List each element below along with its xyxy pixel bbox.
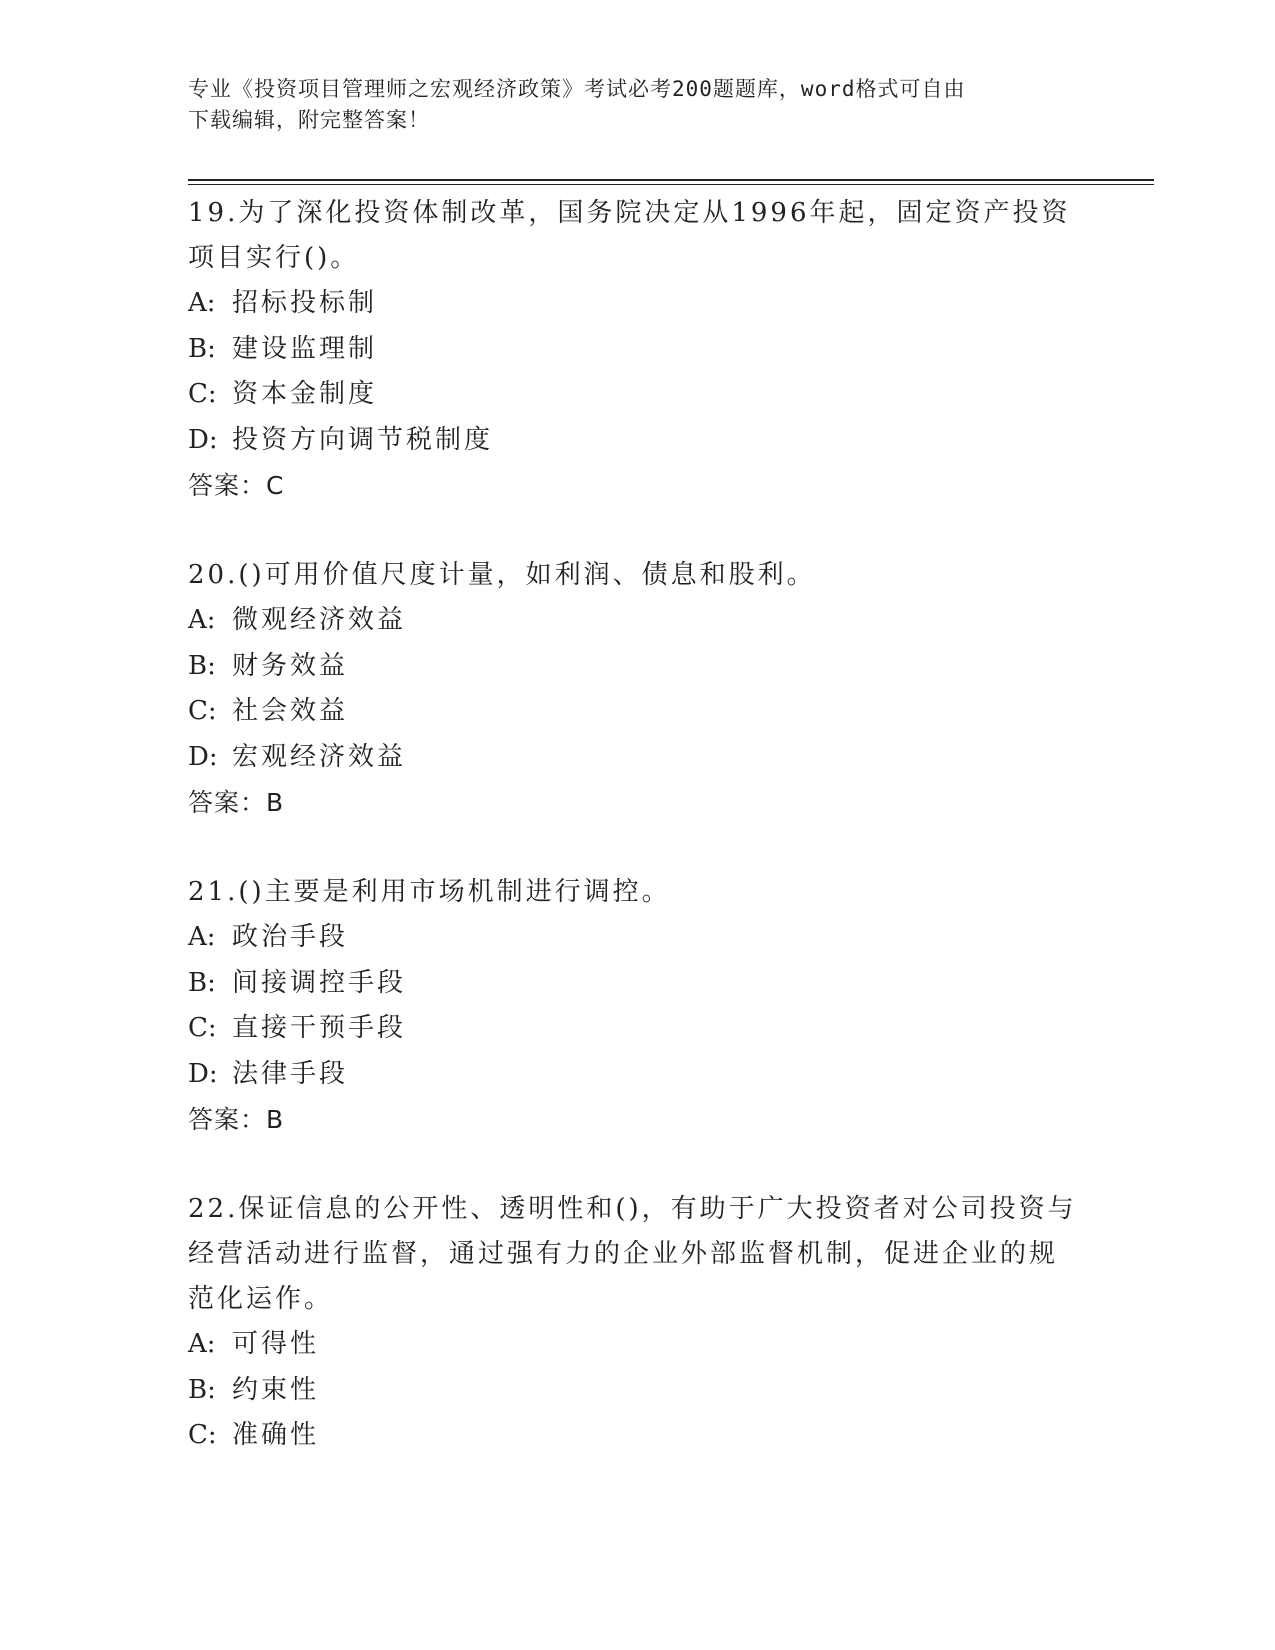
option-text: 财务效益: [232, 650, 349, 681]
question-21: [188, 870, 1088, 1142]
question-text: 19.为了深化投资体制改革，国务院决定从1996年起，固定资产投资 项目实行()。: [188, 198, 1071, 273]
option-a: [188, 598, 1088, 644]
option-text: 直接干预手段: [232, 1013, 407, 1043]
option-b: [188, 327, 1088, 373]
option-c: [188, 1413, 1088, 1459]
option-letter: D:: [188, 1058, 218, 1089]
option-letter: C:: [188, 696, 217, 726]
option-letter: A:: [188, 288, 216, 318]
option-a: [188, 1322, 1088, 1368]
option-text: 招标投标制: [232, 288, 378, 318]
option-c: [188, 372, 1088, 418]
option-letter: A:: [188, 1329, 216, 1359]
option-letter: B:: [188, 967, 216, 998]
option-text: 微观经济效益: [232, 605, 407, 635]
option-a: [188, 915, 1088, 961]
option-text: 政治手段: [232, 922, 349, 952]
option-b: [188, 1368, 1088, 1414]
option-letter: C:: [188, 379, 217, 409]
option-letter: C:: [188, 1420, 217, 1450]
document-header: 专业《投资项目管理师之宏观经济政策》考试必考200题题库，word格式可自由 下载编辑，附完整答案！: [188, 77, 966, 132]
option-d: [188, 418, 1088, 464]
option-letter: D:: [188, 424, 218, 455]
header-divider-bottom: [188, 184, 1154, 185]
option-text: 建设监理制: [232, 333, 378, 364]
option-text: 约束性: [232, 1374, 320, 1405]
option-text: 准确性: [232, 1420, 320, 1450]
option-text: 可得性: [232, 1329, 320, 1359]
question-20: [188, 553, 1088, 825]
question-text: 21.()主要是利用市场机制进行调控。: [188, 877, 671, 907]
option-letter: D:: [188, 741, 218, 772]
option-letter: C:: [188, 1013, 217, 1043]
header-divider-top: [188, 179, 1154, 181]
option-text: 资本金制度: [232, 379, 378, 409]
option-letter: A:: [188, 922, 216, 952]
option-a: [188, 281, 1088, 327]
option-d: [188, 1052, 1088, 1098]
question-text: 22.保证信息的公开性、透明性和()，有助于广大投资者对公司投资与 经营活动进行监督，通过强有力的企业外部监督机制，促进企业的规 范化运作。: [188, 1194, 1077, 1314]
option-text: 宏观经济效益: [232, 741, 407, 772]
option-b: [188, 644, 1088, 690]
option-text: 社会效益: [232, 696, 349, 726]
option-text: 法律手段: [232, 1058, 349, 1089]
option-d: [188, 735, 1088, 781]
option-letter: B:: [188, 333, 216, 364]
answer-line: 答案：B: [188, 1105, 285, 1134]
option-letter: A:: [188, 605, 216, 635]
option-letter: B:: [188, 650, 216, 681]
option-letter: B:: [188, 1374, 216, 1405]
answer-line: 答案：B: [188, 788, 285, 817]
question-list: [188, 191, 1088, 1504]
option-b: [188, 961, 1088, 1007]
option-c: [188, 689, 1088, 735]
question-22: [188, 1187, 1088, 1459]
option-c: [188, 1006, 1088, 1052]
question-text: 20.()可用价值尺度计量，如利润、债息和股利。: [188, 560, 816, 590]
answer-line: 答案：C: [188, 471, 285, 500]
option-text: 投资方向调节税制度: [232, 424, 494, 455]
question-19: [188, 191, 1088, 508]
option-text: 间接调控手段: [232, 967, 407, 998]
